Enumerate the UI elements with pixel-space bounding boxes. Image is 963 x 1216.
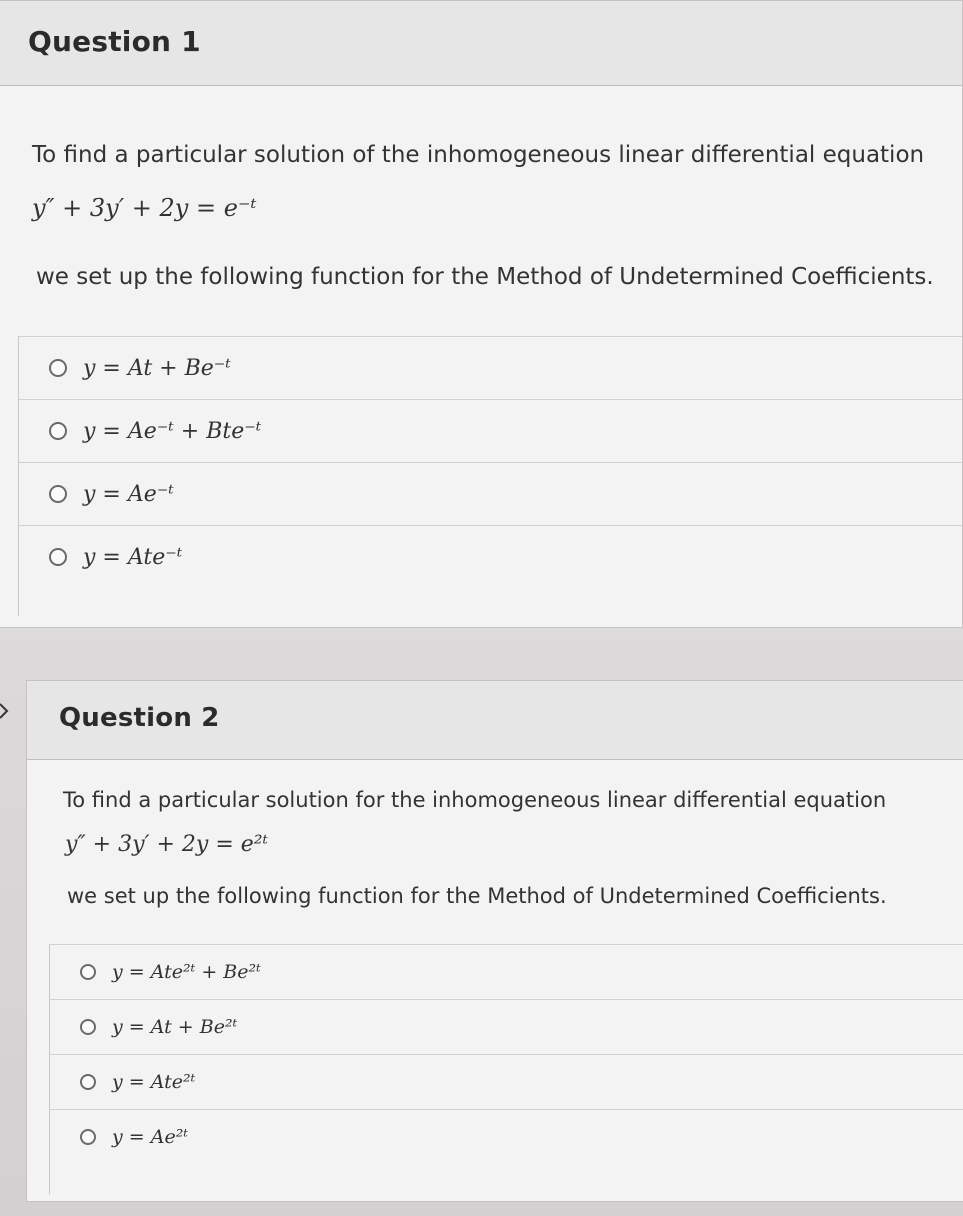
question-1-option-3[interactable] xyxy=(19,462,962,525)
radio-unselected-icon[interactable] xyxy=(49,485,67,503)
option-label: y = Ate²ᵗ xyxy=(112,1071,196,1093)
question-2-option-2[interactable] xyxy=(50,999,963,1054)
option-label: y = Ae⁻ᵗ xyxy=(83,481,174,507)
question-1-equation: y″ + 3y′ + 2y = e⁻ᵗ xyxy=(32,194,257,222)
question-2-body xyxy=(27,760,963,1201)
radio-unselected-icon[interactable] xyxy=(80,964,96,980)
question-2-card xyxy=(26,680,963,1202)
question-1-body xyxy=(0,86,962,627)
option-label: y = Ate²ᵗ + Be²ᵗ xyxy=(112,961,261,983)
question-1-option-1[interactable] xyxy=(19,336,962,399)
option-label: y = Ae²ᵗ xyxy=(112,1126,188,1148)
question-1-header xyxy=(0,1,962,86)
option-label: y = At + Be²ᵗ xyxy=(112,1016,238,1038)
question-2-equation: y″ + 3y′ + 2y = e²ᵗ xyxy=(65,832,269,857)
question-2-option-4[interactable] xyxy=(50,1109,963,1164)
radio-unselected-icon[interactable] xyxy=(80,1129,96,1145)
radio-unselected-icon[interactable] xyxy=(49,359,67,377)
option-label: y = Ae⁻ᵗ + Bte⁻ᵗ xyxy=(83,418,262,444)
question-2-options xyxy=(49,944,963,1194)
question-1-option-2[interactable] xyxy=(19,399,962,462)
question-2-prompt-line1: To find a particular solution for the inhomogeneous linear differential equation xyxy=(63,788,887,812)
question-1-option-4[interactable] xyxy=(19,525,962,588)
radio-unselected-icon[interactable] xyxy=(49,548,67,566)
question-1-title: Question 1 xyxy=(28,25,201,58)
radio-unselected-icon[interactable] xyxy=(49,422,67,440)
radio-unselected-icon[interactable] xyxy=(80,1019,96,1035)
question-1-prompt-line1: To find a particular solution of the inhomogeneous linear differential equation xyxy=(32,142,925,168)
radio-unselected-icon[interactable] xyxy=(80,1074,96,1090)
question-2-header xyxy=(27,681,963,760)
option-label: y = At + Be⁻ᵗ xyxy=(83,355,231,381)
question-2-title: Question 2 xyxy=(59,703,220,733)
question-2-prompt-line2: we set up the following function for the Method of Undetermined Coefficients. xyxy=(67,884,887,908)
question-1-prompt-line2: we set up the following function for the Method of Undetermined Coefficients. xyxy=(36,264,934,290)
option-label: y = Ate⁻ᵗ xyxy=(83,544,183,570)
question-2-option-3[interactable] xyxy=(50,1054,963,1109)
chevron-right-icon[interactable] xyxy=(0,702,10,720)
question-2-option-1[interactable] xyxy=(50,944,963,999)
question-1-options xyxy=(18,336,962,616)
